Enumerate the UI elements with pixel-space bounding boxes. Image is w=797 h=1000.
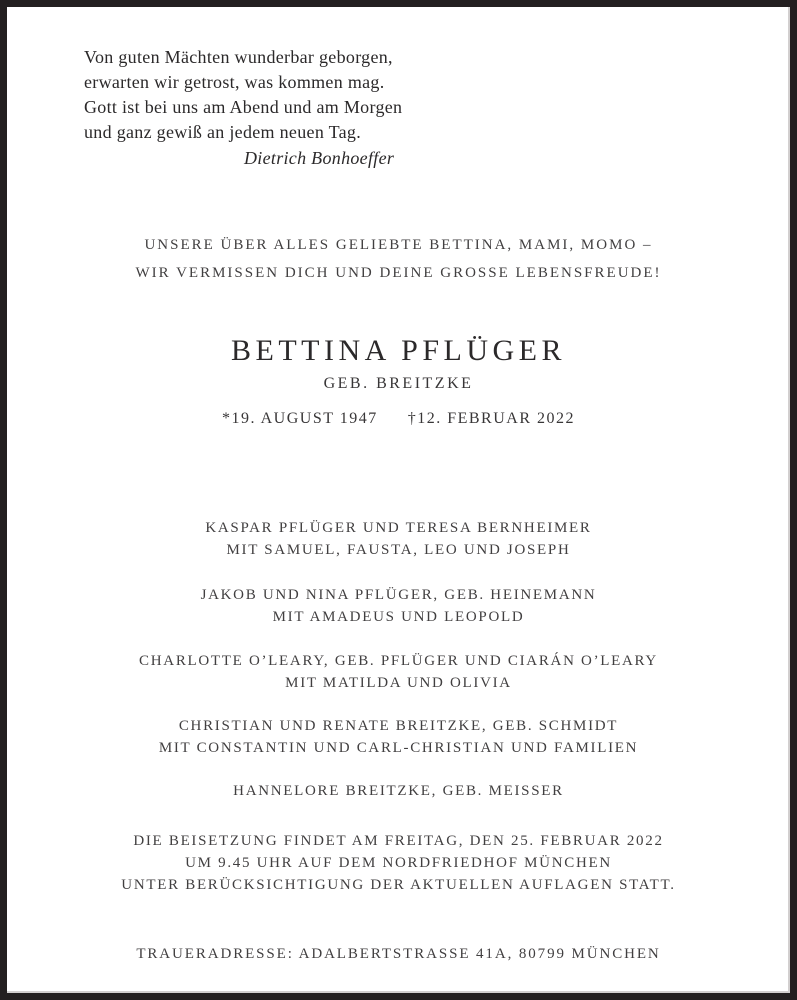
mourner-line: MIT MATILDA UND OLIVIA [285, 675, 512, 691]
mourner-line: MIT SAMUEL, FAUSTA, LEO UND JOSEPH [226, 542, 571, 558]
funeral-line: DIE BEISETZUNG FINDET AM FREITAG, DEN 25. FEBRUAR 2022 [133, 833, 664, 849]
mourner-entry [7, 715, 790, 759]
mourner-entry [7, 517, 790, 561]
dedication [7, 231, 790, 287]
funeral-announcement [7, 830, 790, 896]
funeral-line: UM 9.45 UHR AUF DEM NORDFRIEDHOF MÜNCHEN [185, 855, 612, 871]
mourner-entry [7, 584, 790, 628]
mourner-line: CHRISTIAN UND RENATE BREITZKE, GEB. SCHMIDT [178, 718, 619, 734]
birth-date: *19. AUGUST 1947 [221, 410, 378, 427]
dedication-line: WIR VERMISSEN DICH UND DEINE GROSSE LEBENSFREUDE! [135, 265, 662, 281]
memorial-poem [84, 45, 402, 171]
poem-line: Von guten Mächten wunderbar geborgen, [84, 47, 393, 67]
mourner-line: HANNELORE BREITZKE, GEB. MEISSER [233, 783, 564, 799]
mourner-entry [7, 650, 790, 694]
mourner-line: CHARLOTTE O’LEARY, GEB. PFLÜGER UND CIARÁN O’LEARY [139, 653, 658, 669]
poem-attribution: Dietrich Bonhoeffer [244, 148, 395, 168]
mourner-line: MIT AMADEUS UND LEOPOLD [272, 609, 525, 625]
life-dates [7, 410, 790, 428]
deceased-birth-name: GEB. BREITZKE [323, 375, 474, 392]
poem-line: Gott ist bei uns am Abend und am Morgen [84, 97, 403, 117]
mourner-line: JAKOB UND NINA PFLÜGER, GEB. HEINEMANN [200, 587, 597, 603]
mourning-address: TRAUERADRESSE: ADALBERTSTRASSE 41A, 80799 MÜNCHEN [136, 946, 661, 962]
mourner-line: MIT CONSTANTIN UND CARL-CHRISTIAN UND FAMILIEN [158, 740, 639, 756]
dedication-line: UNSERE ÜBER ALLES GELIEBTE BETTINA, MAMI, MOMO – [144, 237, 653, 253]
death-date: †12. FEBRUAR 2022 [407, 410, 575, 427]
mourner-entry [7, 780, 790, 802]
poem-line: erwarten wir getrost, was kommen mag. [84, 72, 385, 92]
poem-line: und ganz gewiß an jedem neuen Tag. [84, 122, 362, 142]
deceased-name: BETTINA PFLÜGER [230, 334, 566, 367]
funeral-line: UNTER BERÜCKSICHTIGUNG DER AKTUELLEN AUFLAGEN STATT. [121, 877, 676, 893]
mourner-line: KASPAR PFLÜGER UND TERESA BERNHEIMER [205, 520, 592, 536]
